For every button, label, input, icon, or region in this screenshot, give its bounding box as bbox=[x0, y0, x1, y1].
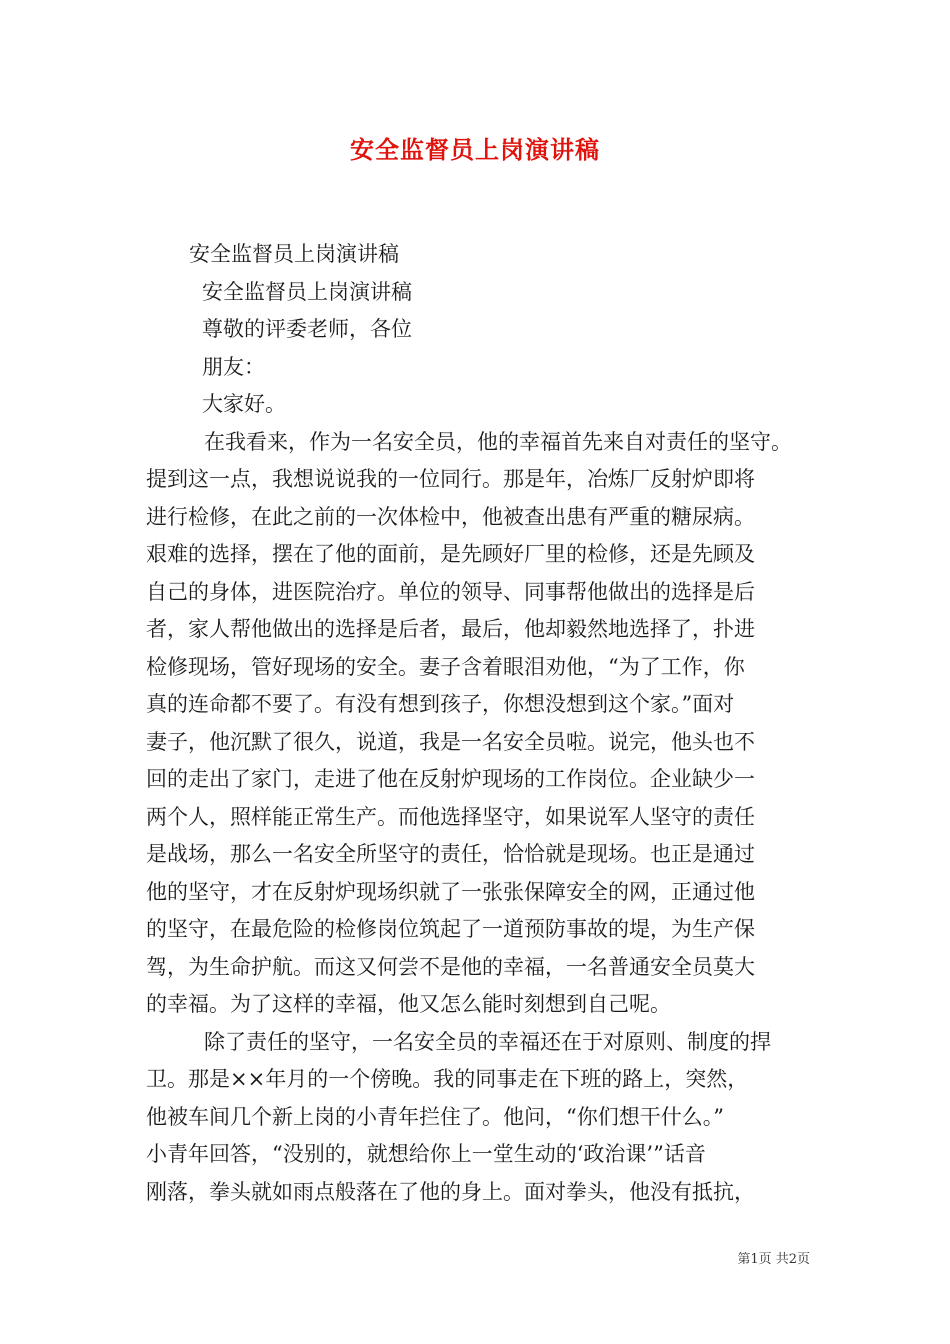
body-line: 卫。那是××年月的一个傍晚。我的同事走在下班的路上，突然， bbox=[146, 1067, 749, 1091]
body-line: 妻子，他沉默了很久，说道，我是一名安全员啦。说完，他头也不 bbox=[146, 729, 755, 754]
body-line: 刚落，拳头就如雨点般落在了他的身上。面对拳头，他没有抵抗， bbox=[146, 1179, 755, 1204]
body-line: 者，家人帮他做出的选择是后者，最后，他却毅然地选择了，扑进 bbox=[146, 617, 755, 641]
body-line: 两个人，照样能正常生产。而他选择坚守，如果说军人坚守的责任 bbox=[146, 804, 755, 829]
body-line: 安全监督员上岗演讲稿 bbox=[202, 279, 412, 304]
body-line: 进行检修，在此之前的一次体检中，他被查出患有严重的糖尿病。 bbox=[146, 504, 755, 529]
body-line: 他被车间几个新上岗的小青年拦住了。他问，“你们想干什么。” bbox=[146, 1104, 724, 1129]
body-line: 真的连命都不要了。有没有想到孩子，你想没想到这个家。”面对 bbox=[146, 692, 735, 716]
body-line: 尊敬的评委老师，各位 bbox=[202, 317, 412, 341]
body-line: 驾，为生命护航。而这又何尝不是他的幸福，一名普通安全员莫大 bbox=[146, 954, 755, 979]
body-line: 提到这一点，我想说说我的一位同行。那是年，冶炼厂反射炉即将 bbox=[146, 467, 755, 491]
document-title: 安全监督员上岗演讲稿 bbox=[350, 135, 600, 164]
body-line: 的坚守，在最危险的检修岗位筑起了一道预防事故的堤，为生产保 bbox=[146, 917, 755, 941]
body-line: 自己的身体，进医院治疗。单位的领导、同事帮他做出的选择是后 bbox=[146, 579, 755, 604]
page-number: 第1页 共2页 bbox=[737, 1252, 810, 1267]
document-body bbox=[146, 236, 810, 1211]
body-line: 是战场，那么一名安全所坚守的责任，恰恰就是现场。也正是通过 bbox=[146, 842, 755, 866]
body-line: 大家好。 bbox=[202, 392, 286, 416]
body-line: 艰难的选择，摆在了他的面前，是先顾好厂里的检修，还是先顾及 bbox=[146, 542, 755, 566]
body-line: 在我看来，作为一名安全员，他的幸福首先来自对责任的坚守。 bbox=[204, 429, 792, 454]
body-line: 小青年回答，“没别的，就想给你上一堂生动的‘政治课’”话音 bbox=[146, 1142, 706, 1166]
body-line: 回的走出了家门，走进了他在反射炉现场的工作岗位。企业缺少一 bbox=[146, 767, 755, 791]
body-line: 的幸福。为了这样的幸福，他又怎么能时刻想到自己呢。 bbox=[146, 992, 671, 1016]
body-line: 安全监督员上岗演讲稿 bbox=[189, 242, 399, 266]
body-line: 除了责任的坚守，一名安全员的幸福还在于对原则、制度的捍 bbox=[204, 1029, 771, 1054]
body-line: 朋友： bbox=[202, 354, 265, 379]
body-line: 他的坚守，才在反射炉现场织就了一张张保障安全的网，正通过他 bbox=[146, 879, 755, 904]
body-line: 检修现场，管好现场的安全。妻子含着眼泪劝他，“为了工作，你 bbox=[146, 654, 745, 679]
